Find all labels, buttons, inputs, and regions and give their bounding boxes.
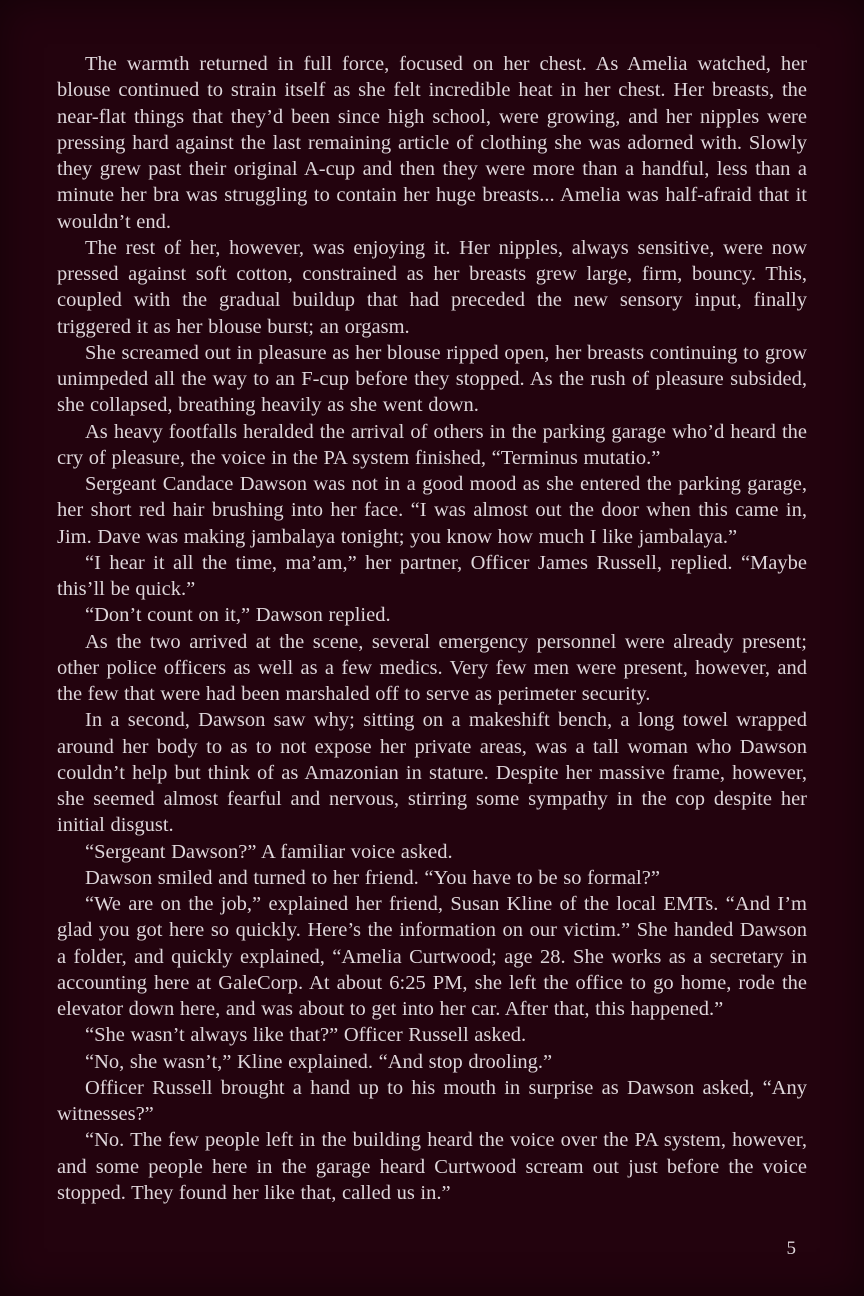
paragraph: As heavy footfalls heralded the arrival of others in the parking garage who’d heard the cry of pleasure, the voice in the PA system finished, “Terminus mutatio.” xyxy=(57,420,807,469)
paragraph: As the two arrived at the scene, several emergency personnel were already present; other police officers as well as a few medics. Very few men were present, however, and the few that were had been marshaled off to serve as perimeter security. xyxy=(57,630,807,705)
paragraph: “I hear it all the time, ma’am,” her partner, Officer James Russell, replied. “Maybe this’ll be quick.” xyxy=(57,551,807,600)
paragraph: Dawson smiled and turned to her friend. “You have to be so formal?” xyxy=(85,866,660,889)
paragraph: Officer Russell brought a hand up to his mouth in surprise as Dawson asked, “Any witnesses?” xyxy=(57,1076,807,1125)
paragraph: “Don’t count on it,” Dawson replied. xyxy=(85,604,391,627)
page-number: 5 xyxy=(786,1238,796,1259)
paragraph: She screamed out in pleasure as her blouse ripped open, her breasts continuing to grow unimpeded all the way to an F-cup before they stopped. As the rush of pleasure subsided, she collapsed, breathing heavily as she went down. xyxy=(57,341,807,417)
paragraph: “She wasn’t always like that?” Officer Russell asked. xyxy=(85,1024,527,1047)
paragraph: “No. The few people left in the building heard the voice over the PA system, however, and some people here in the garage heard Curtwood scream out just before the voice stopped. They found her like that, called us in.” xyxy=(57,1129,807,1204)
paragraph: The rest of her, however, was enjoying it. Her nipples, always sensitive, were now pressed against soft cotton, constrained as her breasts grew large, firm, bouncy. This, coupled with the gradual buildup that had preceded the new sensory input, finally triggered it as her blouse burst; an orgasm. xyxy=(57,236,807,338)
paragraph: “No, she wasn’t,” Kline explained. “And stop drooling.” xyxy=(85,1050,553,1073)
paragraph: The warmth returned in full force, focused on her chest. As Amelia watched, her blouse continued to strain itself as she felt incredible heat in her chest. Her breasts, the near-flat things that they’d been since high school, were growing, and her nipples were pressing hard against the last remaining article of clothing she was adorned with. Slowly they grew past their original A-cup and then they were more than a handful, less than a minute her bra was struggling to contain her huge breasts... Amelia was half-afraid that it wouldn’t end. xyxy=(57,53,807,233)
paragraph: “We are on the job,” explained her friend, Susan Kline of the local EMTs. “And I’m glad you got here so quickly. Here’s the information on our victim.” She handed Dawson a folder, and quickly explained, “Amelia Curtwood; age 28. She works as a secretary in accounting here at GaleCorp. At about 6:25 PM, she left the office to go home, rode the elevator down here, and was about to get into her car. After that, this happened.” xyxy=(57,893,807,1020)
story-text xyxy=(57,51,807,1206)
paragraph: In a second, Dawson saw why; sitting on a makeshift bench, a long towel wrapped around her body to as to not expose her private areas, was a tall woman who Dawson couldn’t help but think of as Amazonian in stature. Despite her massive frame, however, she seemed almost fearful and nervous, stirring some sympathy in the cop despite her initial disgust. xyxy=(57,709,807,837)
paragraph: “Sergeant Dawson?” A familiar voice asked. xyxy=(85,840,453,863)
paragraph: Sergeant Candace Dawson was not in a good mood as she entered the parking garage, her short red hair brushing into her face. “I was almost out the door when this came in, Jim. Dave was making jambalaya tonight; you know how much I like jambalaya.” xyxy=(57,473,807,548)
